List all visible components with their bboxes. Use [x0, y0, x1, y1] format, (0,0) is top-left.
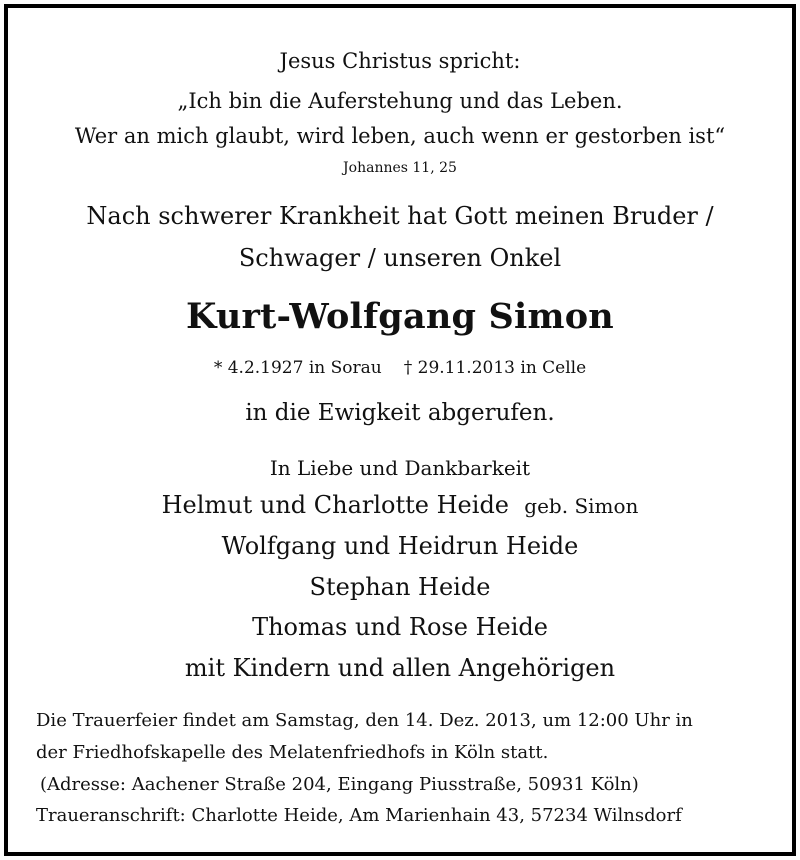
mourner-line-2: Wolfgang und Heidrun Heide — [221, 532, 579, 560]
service-line-1: Die Trauerfeier findet am Samstag, den 14. Dez. 2013, um 12:00 Uhr in — [36, 710, 693, 731]
mourner-line-5: mit Kindern und allen Angehörigen — [184, 654, 616, 682]
deceased-name: Kurt-Wolfgang Simon — [186, 296, 614, 337]
announcement-line-2: Schwager / unseren Onkel — [238, 244, 562, 272]
mourning-address: Traueranschrift: Charlotte Heide, Am Marienhain 43, 57234 Wilnsdorf — [36, 805, 682, 826]
service-line-2: der Friedhofskapelle des Melatenfriedhofs in Köln statt. — [36, 742, 549, 763]
announcement-line-1: Nach schwerer Krankheit hat Gott meinen Bruder / — [86, 202, 714, 230]
mourner-line-3: Stephan Heide — [309, 573, 491, 601]
mourner-line-4: Thomas und Rose Heide — [252, 613, 548, 641]
life-dates — [8, 358, 792, 378]
death-date: † 29.11.2013 in Celle — [403, 358, 587, 378]
mourners-intro: In Liebe und Dankbarkeit — [269, 456, 531, 480]
mourner-line-1 — [8, 491, 792, 519]
called-to-eternity: in die Ewigkeit abgerufen. — [245, 400, 555, 426]
verse-line-2: Wer an mich glaubt, wird leben, auch wenn er gestorben ist“ — [74, 124, 726, 148]
mourner-names: Helmut und Charlotte Heide — [161, 491, 510, 519]
verse-line-1: „Ich bin die Auferstehung und das Leben. — [177, 89, 623, 113]
maiden-name-note: geb. Simon — [524, 494, 639, 518]
verse-reference: Johannes 11, 25 — [343, 160, 457, 176]
service-address: (Adresse: Aachener Straße 204, Eingang Piusstraße, 50931 Köln) — [40, 774, 639, 795]
birth-date: * 4.2.1927 in Sorau — [213, 358, 382, 378]
verse-intro: Jesus Christus spricht: — [279, 49, 521, 73]
obituary-notice — [4, 4, 796, 856]
